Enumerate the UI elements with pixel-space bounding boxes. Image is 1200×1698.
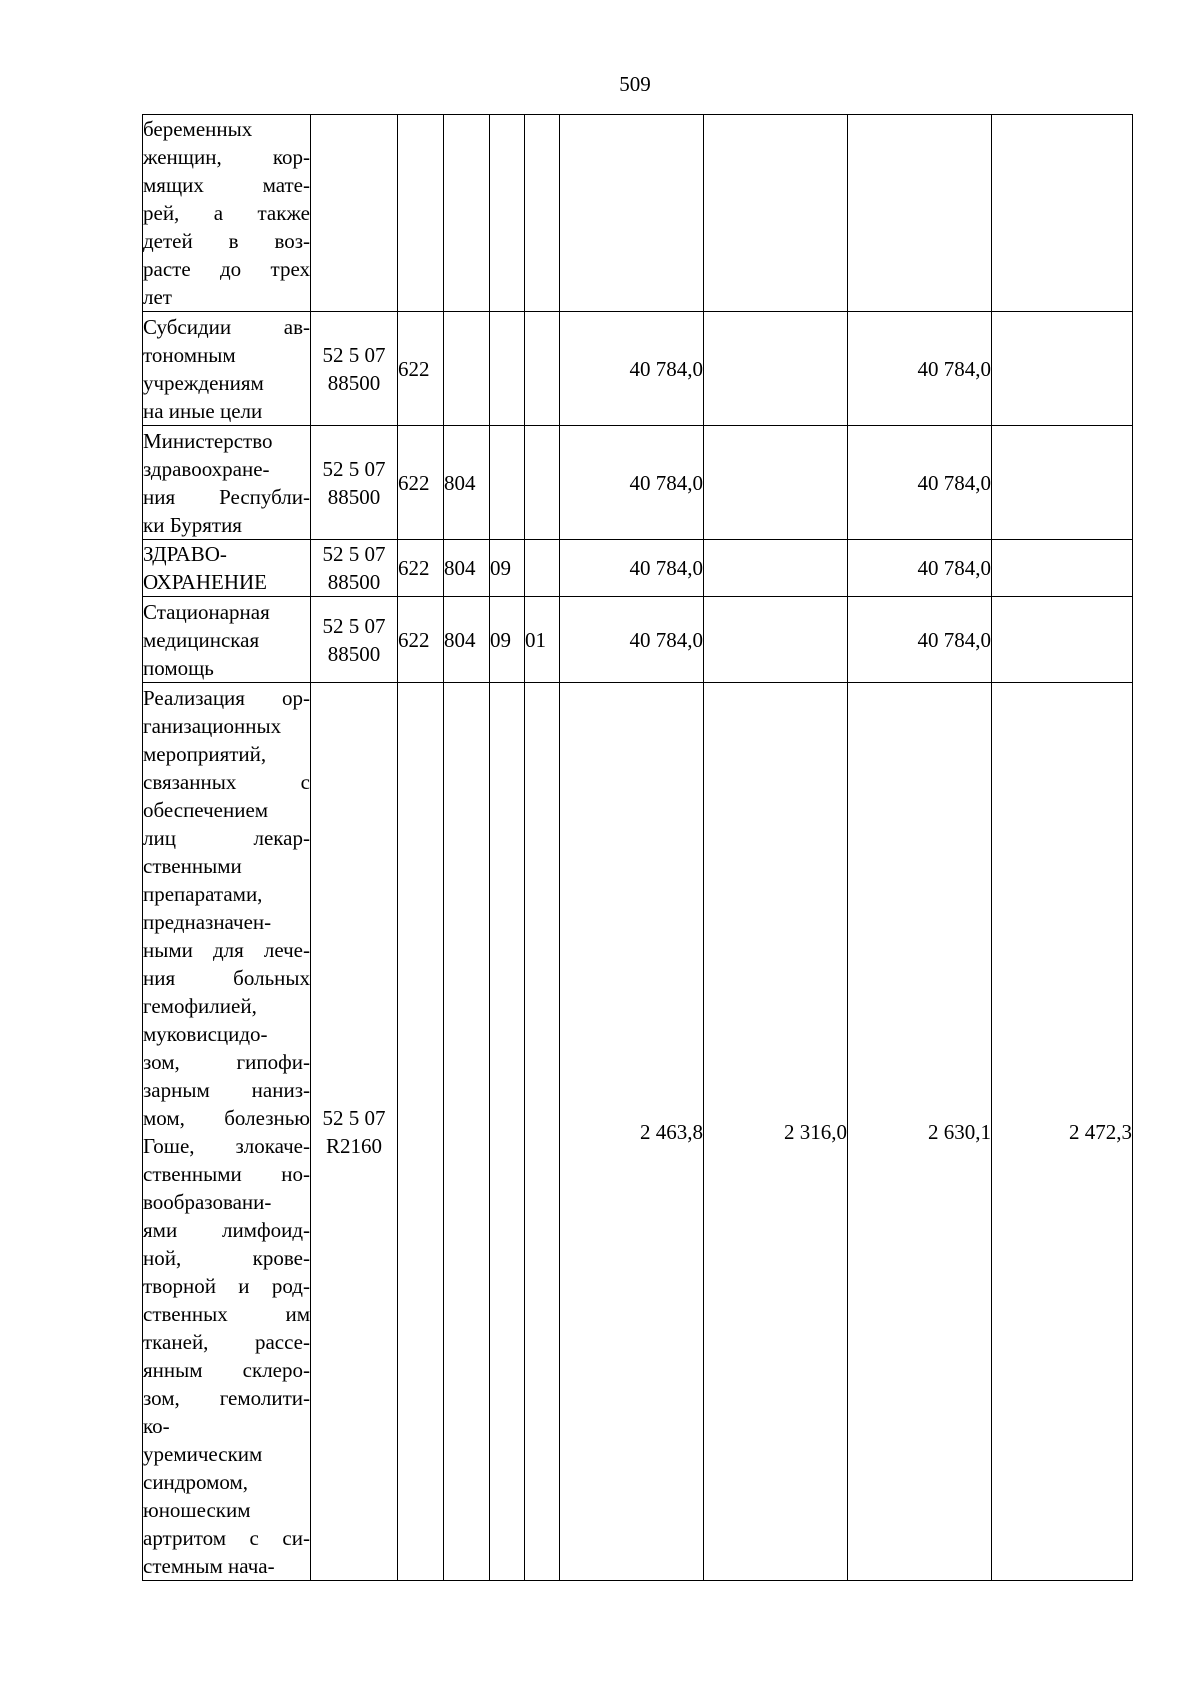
table-row — [143, 115, 1133, 312]
item-name-line: стемным нача- — [143, 1553, 275, 1578]
subsection-cell — [525, 540, 560, 597]
amount-cell-3: 2 630,1 — [848, 683, 992, 1581]
amount-cell-1: 2 463,8 — [560, 683, 704, 1581]
item-name-line: Гоше, злокаче- — [143, 1133, 310, 1158]
target-article-cell: 52 5 07 88500 — [311, 426, 398, 540]
item-name-cell — [143, 597, 311, 683]
item-name-cell — [143, 115, 311, 312]
item-name-line: ственными — [143, 853, 242, 878]
section-cell — [490, 312, 525, 426]
item-name-cell — [143, 426, 311, 540]
amount-cell-2 — [704, 540, 848, 597]
table-row — [143, 540, 1133, 597]
subsection-cell — [525, 115, 560, 312]
amount-cell-2 — [704, 115, 848, 312]
item-name-line: учреждениям — [143, 370, 264, 395]
item-name-line: Министерство — [143, 428, 273, 453]
item-name-line: тканей, рассе- — [143, 1329, 310, 1354]
item-name-line: медицинская — [143, 627, 260, 652]
item-name-line: ОХРАНЕНИЕ — [143, 570, 268, 594]
item-name-line: синдромом, — [143, 1469, 249, 1494]
item-name-line: зарным наниз- — [143, 1077, 310, 1102]
item-name-line: янным склеро- — [143, 1357, 310, 1382]
amount-cell-1 — [560, 115, 704, 312]
ministry-code-cell: 804 — [444, 597, 490, 683]
item-name-line: ной, крове- — [143, 1245, 310, 1270]
section-cell — [490, 683, 525, 1581]
item-name-cell — [143, 312, 311, 426]
table-row — [143, 426, 1133, 540]
amount-cell-4 — [992, 115, 1133, 312]
expense-type-cell — [398, 683, 444, 1581]
page-number: 509 — [619, 72, 651, 96]
target-article-cell: 52 5 07 R2160 — [311, 683, 398, 1581]
expense-type-cell: 622 — [398, 426, 444, 540]
item-name-line: творной и род- — [143, 1273, 310, 1298]
item-name-line: ственными но- — [143, 1161, 310, 1186]
item-name-line: ными для лече- — [143, 937, 310, 962]
amount-cell-4 — [992, 540, 1133, 597]
item-name-cell — [143, 540, 311, 597]
section-cell — [490, 115, 525, 312]
expense-type-cell: 622 — [398, 597, 444, 683]
ministry-code-cell: 804 — [444, 426, 490, 540]
item-name-line: ния Республи- — [143, 484, 310, 509]
expense-type-cell: 622 — [398, 312, 444, 426]
amount-cell-1: 40 784,0 — [560, 426, 704, 540]
amount-cell-4 — [992, 597, 1133, 683]
item-name-line: предназначен- — [143, 909, 272, 934]
amount-cell-3: 40 784,0 — [848, 540, 992, 597]
section-cell — [490, 426, 525, 540]
subsection-cell — [525, 312, 560, 426]
table-row — [143, 683, 1133, 1581]
amount-cell-4: 2 472,3 — [992, 683, 1133, 1581]
item-name-line: Субсидии ав- — [143, 314, 310, 339]
item-name-line: на иные цели — [143, 398, 263, 423]
item-name-line: тономным — [143, 342, 236, 367]
item-name-line: ки Бурятия — [143, 512, 242, 537]
ministry-code-cell: 804 — [444, 540, 490, 597]
amount-cell-4 — [992, 426, 1133, 540]
table-row — [143, 597, 1133, 683]
item-name-line: здравоохране- — [143, 456, 270, 481]
item-name-line: ко- — [143, 1413, 170, 1438]
target-article-cell: 52 5 07 88500 — [311, 597, 398, 683]
amount-cell-3 — [848, 115, 992, 312]
item-name-line: зом, гипофи- — [143, 1049, 310, 1074]
item-name-line: ния больных — [143, 965, 310, 990]
item-name-line: Реализация ор- — [143, 685, 310, 710]
item-name-line: расте до трех — [143, 257, 310, 281]
item-name-line: вообразовани- — [143, 1189, 272, 1214]
item-name-line: лет — [143, 285, 172, 309]
item-name-line: препаратами, — [143, 881, 263, 906]
subsection-cell: 01 — [525, 597, 560, 683]
item-name-line: ственных им — [143, 1301, 310, 1326]
item-name-cell — [143, 683, 311, 1581]
item-name-line: мящих мате- — [143, 173, 310, 197]
amount-cell-3: 40 784,0 — [848, 312, 992, 426]
item-name-line: мом, болезнью — [143, 1105, 310, 1130]
subsection-cell — [525, 683, 560, 1581]
item-name-line: лиц лекар- — [143, 825, 310, 850]
item-name-line: рей, а также — [143, 201, 310, 225]
item-name-line: женщин, кор- — [143, 145, 310, 169]
item-name-line: зом, гемолити- — [143, 1385, 310, 1410]
amount-cell-2 — [704, 312, 848, 426]
target-article-cell — [311, 115, 398, 312]
budget-table — [142, 114, 1133, 1581]
amount-cell-2 — [704, 426, 848, 540]
section-cell: 09 — [490, 540, 525, 597]
amount-cell-1: 40 784,0 — [560, 312, 704, 426]
item-name-line: обеспечением — [143, 797, 269, 822]
target-article-cell: 52 5 07 88500 — [311, 540, 398, 597]
table-row — [143, 312, 1133, 426]
expense-type-cell — [398, 115, 444, 312]
item-name-line: гемофилией, — [143, 993, 257, 1018]
amount-cell-4 — [992, 312, 1133, 426]
item-name-line: связанных с — [143, 769, 310, 794]
item-name-line: Стационарная — [143, 599, 270, 624]
amount-cell-1: 40 784,0 — [560, 597, 704, 683]
expense-type-cell: 622 — [398, 540, 444, 597]
ministry-code-cell — [444, 115, 490, 312]
table-body — [143, 115, 1133, 1581]
item-name-line: мероприятий, — [143, 741, 267, 766]
item-name-line: ями лимфоид- — [143, 1217, 310, 1242]
section-cell: 09 — [490, 597, 525, 683]
amount-cell-3: 40 784,0 — [848, 426, 992, 540]
amount-cell-1: 40 784,0 — [560, 540, 704, 597]
ministry-code-cell — [444, 312, 490, 426]
amount-cell-2: 2 316,0 — [704, 683, 848, 1581]
item-name-line: беременных — [143, 117, 253, 141]
item-name-line: помощь — [143, 655, 214, 680]
subsection-cell — [525, 426, 560, 540]
item-name-line: детей в воз- — [143, 229, 310, 253]
item-name-line: юношеским — [143, 1497, 251, 1522]
item-name-line: уремическим — [143, 1441, 263, 1466]
ministry-code-cell — [444, 683, 490, 1581]
target-article-cell: 52 5 07 88500 — [311, 312, 398, 426]
amount-cell-3: 40 784,0 — [848, 597, 992, 683]
amount-cell-2 — [704, 597, 848, 683]
item-name-line: артритом с си- — [143, 1525, 310, 1550]
item-name-line: ЗДРАВО- — [143, 542, 227, 566]
item-name-line: муковисцидо- — [143, 1021, 268, 1046]
item-name-line: ганизационных — [143, 713, 282, 738]
